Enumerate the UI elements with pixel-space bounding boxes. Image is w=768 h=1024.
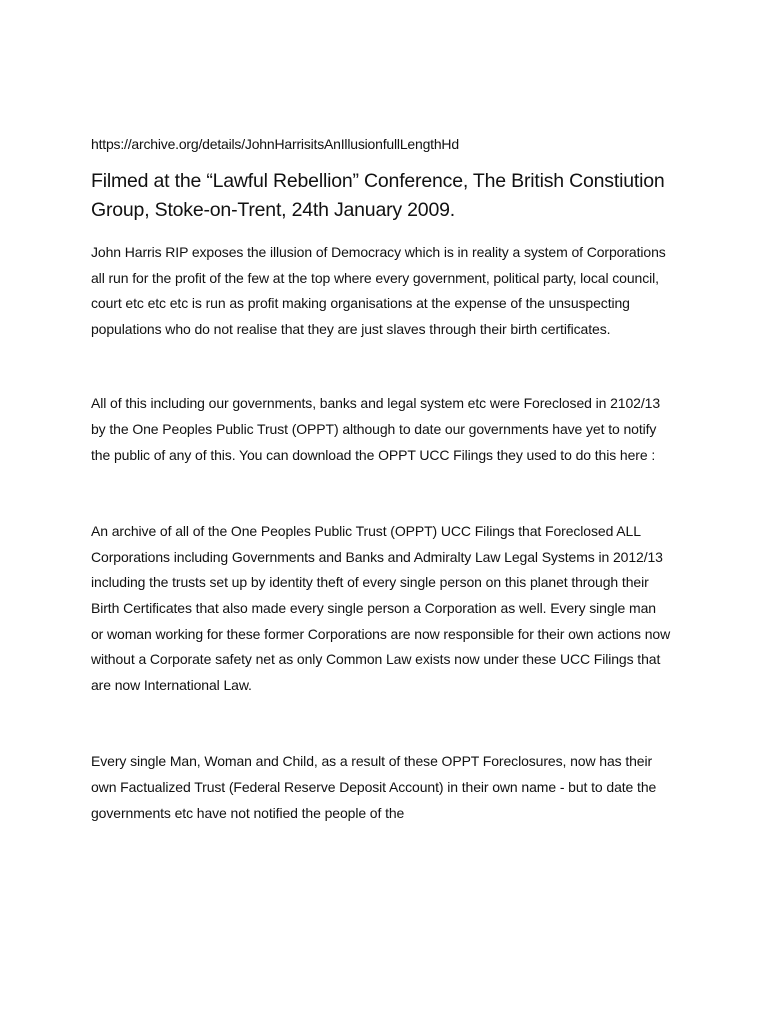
- paragraph-ucc-filings-archive: An archive of all of the One Peoples Public Trust (OPPT) UCC Filings that Foreclosed ALL Corporations including Governments and Banks and Admiralty Law Legal Systems in 2012/13 including the trusts set up by identity theft of every single person on this planet through their Birth Certificates that also made every single person a Corporation as well. Every single man or woman working for these former Corporations are now responsible for their own actions now without a Corporate safety net as only Common Law exists now under these UCC Filings that are now International Law.: [91, 523, 671, 693]
- document-heading: Filmed at the “Lawful Rebellion” Conference, The British Constiution Group, Stoke-on-Trent, 24th January 2009.: [91, 170, 665, 221]
- document-content: [91, 131, 671, 826]
- paragraph-illusion-of-democracy: John Harris RIP exposes the illusion of Democracy which is in reality a system of Corporations all run for the profit of the few at the top where every government, political party, local council, court etc etc etc is run as profit making organisations at the expense of the unsuspecting populations who do not realise that they are just slaves through their birth certificates.: [91, 244, 666, 337]
- archive-link[interactable]: https://archive.org/details/JohnHarrisitsAnIllusionfullLengthHd: [91, 136, 459, 152]
- paragraph-factualized-trust: Every single Man, Woman and Child, as a result of these OPPT Foreclosures, now has their own Factualized Trust (Federal Reserve Deposit Account) in their own name - but to date the governments etc have not notified the people of the: [91, 753, 657, 821]
- paragraph-foreclosure: All of this including our governments, banks and legal system etc were Foreclosed in 2102/13 by the One Peoples Public Trust (OPPT) although to date our governments have yet to notify the public of any of this. You can download the OPPT UCC Filings they used to do this here :: [91, 395, 661, 463]
